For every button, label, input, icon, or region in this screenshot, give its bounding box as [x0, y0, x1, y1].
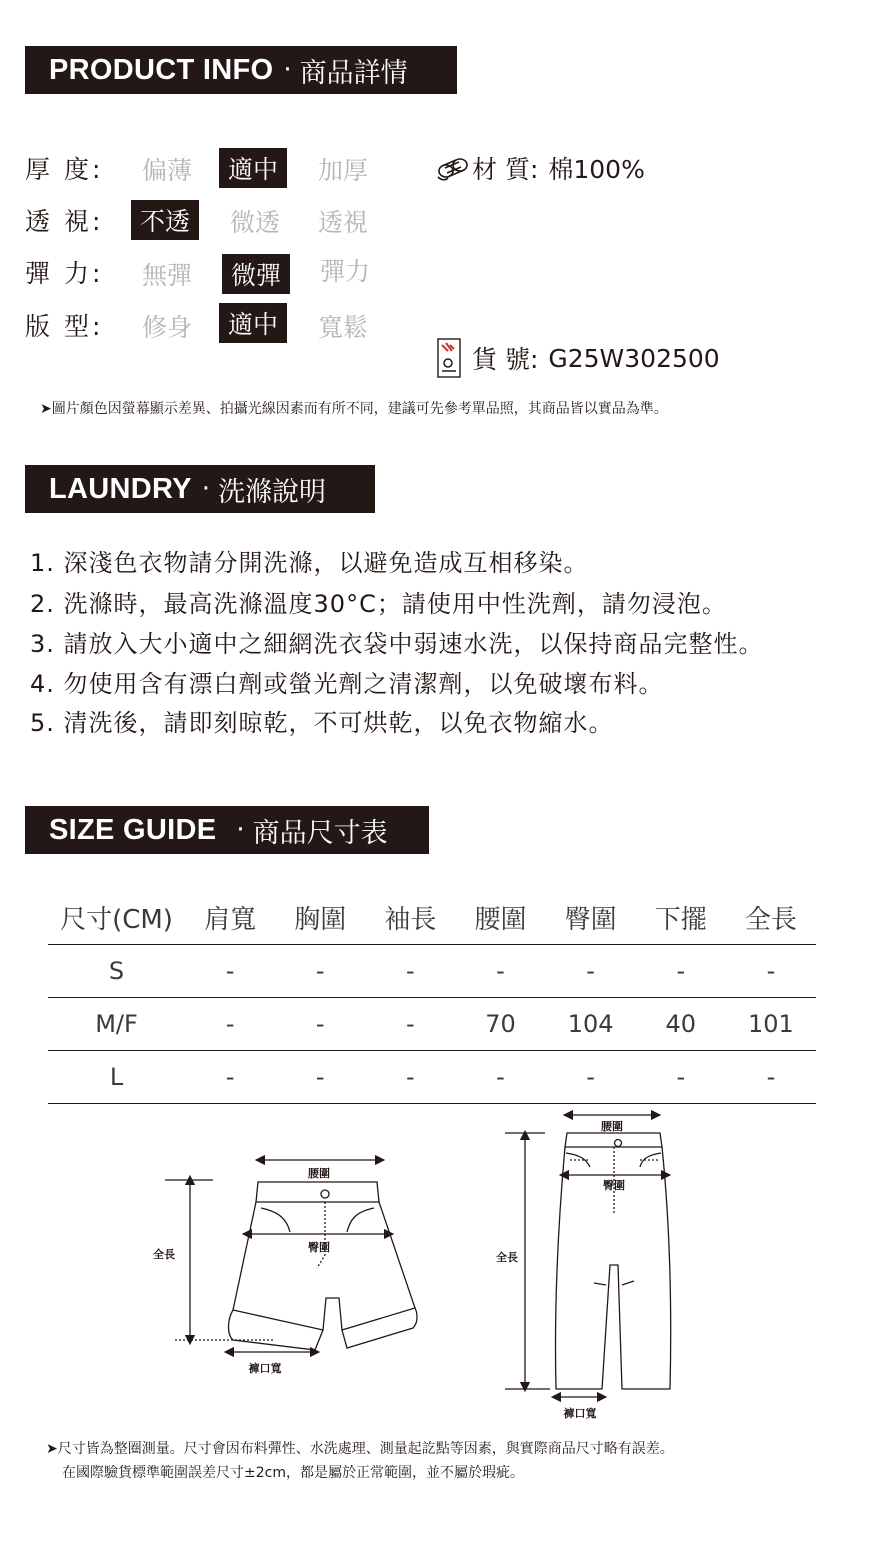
- color-note: ➤圖片顏色因螢幕顯示差異、拍攝光線因素而有所不同，建議可先參考單品照，其商品皆以實品為準。: [40, 401, 668, 417]
- value-cell: 70: [455, 998, 545, 1051]
- material-label: 材 質:: [472, 155, 539, 184]
- size-guide-header-sep: ·: [236, 815, 245, 845]
- material-info: [436, 150, 645, 186]
- attr-label: 版 型:: [25, 312, 104, 341]
- laundry-header: [25, 465, 375, 513]
- size-cell: M/F: [48, 998, 185, 1051]
- shorts-hip-label: 臀圍: [308, 1241, 330, 1254]
- col-header-chest: 胸圍: [275, 890, 365, 945]
- value-cell: -: [365, 998, 455, 1051]
- product-info-header: [25, 46, 457, 94]
- value-cell: -: [726, 1051, 816, 1104]
- value-cell: -: [275, 1051, 365, 1104]
- value-cell: -: [275, 945, 365, 998]
- laundry-header-sep: ·: [201, 474, 211, 504]
- size-guide-header: [25, 806, 429, 854]
- option-thin: 偏薄: [142, 156, 193, 185]
- trousers-hip-label: 臀圍: [603, 1179, 625, 1192]
- shorts-length-label: 全長: [153, 1248, 175, 1261]
- value-cell: -: [636, 1051, 726, 1104]
- laundry-title-zh: 洗滌說明: [218, 476, 327, 508]
- size-table-header-row: [48, 890, 816, 945]
- size-note-line2: 在國際驗貨標準範圍誤差尺寸±2cm，都是屬於正常範圍，並不屬於瑕疵。: [62, 1465, 524, 1481]
- option-medium-selected: 適中: [219, 148, 287, 188]
- table-row: [48, 945, 816, 998]
- product-info-title-en: PRODUCT INFO: [49, 53, 274, 86]
- value-cell: -: [365, 1051, 455, 1104]
- attr-opacity-label: [25, 202, 135, 238]
- attr-thickness-label: [25, 150, 135, 186]
- thread-spool-icon: [436, 153, 472, 183]
- size-guide-title-zh: 商品尺寸表: [252, 817, 388, 849]
- option-no-stretch: 無彈: [142, 261, 193, 290]
- value-cell: -: [726, 945, 816, 998]
- sku-value: G25W302500: [548, 343, 720, 373]
- col-header-sleeve: 袖長: [365, 890, 455, 945]
- option-opaque-selected: 不透: [131, 200, 199, 240]
- value-cell: 101: [726, 998, 816, 1051]
- trousers-length-label: 全長: [496, 1251, 518, 1264]
- size-guide-title-en: SIZE GUIDE: [49, 813, 217, 846]
- shorts-waist-label: 腰圍: [308, 1167, 330, 1180]
- size-cell: L: [48, 1051, 185, 1104]
- col-header-length: 全長: [726, 890, 816, 945]
- value-cell: 40: [636, 998, 726, 1051]
- value-cell: -: [546, 1051, 636, 1104]
- size-note-line1: ➤尺寸皆為整圈測量。尺寸會因布料彈性、水洗處理、測量起訖點等因素，與實際商品尺寸略有誤差。: [46, 1441, 674, 1457]
- size-table: [48, 890, 816, 1104]
- trousers-diagram: [490, 1105, 690, 1425]
- value-cell: -: [546, 945, 636, 998]
- laundry-item-1: 1. 深淺色衣物請分開洗滌，以避免造成互相移染。: [30, 549, 589, 577]
- laundry-item-3: 3. 請放入大小適中之細網洗衣袋中弱速水洗，以保持商品完整性。: [30, 630, 764, 658]
- laundry-item-5: 5. 清洗後，請即刻晾乾，不可烘乾，以免衣物縮水。: [30, 709, 614, 737]
- value-cell: -: [455, 1051, 545, 1104]
- material-value: 棉100%: [548, 155, 645, 184]
- option-loose: 寬鬆: [318, 313, 369, 342]
- shorts-diagram: [145, 1150, 445, 1390]
- product-info-header-sep: ·: [283, 55, 292, 85]
- size-cell: S: [48, 945, 185, 998]
- value-cell: -: [185, 998, 275, 1051]
- shorts-hem-label: 褲口寬: [248, 1362, 282, 1375]
- option-thick: 加厚: [318, 156, 369, 185]
- col-header-hip: 臀圍: [546, 890, 636, 945]
- option-sheer: 透視: [318, 208, 369, 237]
- trousers-hem-label: 褲口寬: [563, 1407, 597, 1420]
- col-header-shoulder: 肩寬: [185, 890, 275, 945]
- value-cell: -: [636, 945, 726, 998]
- sku-info: [436, 337, 720, 379]
- option-slim: 修身: [142, 313, 193, 342]
- value-cell: 104: [546, 998, 636, 1051]
- product-info-title-zh: 商品詳情: [299, 57, 408, 89]
- laundry-item-2: 2. 洗滌時，最高洗滌溫度30°C；請使用中性洗劑，請勿浸泡。: [30, 590, 727, 618]
- col-header-size: 尺寸(CM): [48, 890, 185, 945]
- col-header-hem: 下擺: [636, 890, 726, 945]
- tag-icon: [436, 337, 464, 379]
- attr-stretch-label: [25, 254, 135, 290]
- value-cell: -: [275, 998, 365, 1051]
- attr-label: 透 視:: [25, 207, 104, 236]
- attr-label: 彈 力:: [25, 259, 104, 288]
- option-slight-stretch-selected: 微彈: [222, 254, 290, 294]
- attr-label: 厚 度:: [25, 155, 104, 184]
- option-regular-selected: 適中: [219, 303, 287, 343]
- option-stretch: 彈力: [320, 257, 371, 286]
- sku-label: 貨 號:: [472, 345, 539, 374]
- value-cell: -: [185, 945, 275, 998]
- table-row: [48, 1051, 816, 1104]
- attr-fit-label: [25, 307, 135, 343]
- trousers-waist-label: 腰圍: [601, 1120, 623, 1133]
- col-header-waist: 腰圍: [455, 890, 545, 945]
- value-cell: -: [455, 945, 545, 998]
- option-slightly-sheer: 微透: [230, 208, 281, 237]
- laundry-title-en: LAUNDRY: [49, 472, 192, 505]
- value-cell: -: [365, 945, 455, 998]
- laundry-item-4: 4. 勿使用含有漂白劑或螢光劑之清潔劑，以免破壞布料。: [30, 670, 664, 698]
- table-row: [48, 998, 816, 1051]
- value-cell: -: [185, 1051, 275, 1104]
